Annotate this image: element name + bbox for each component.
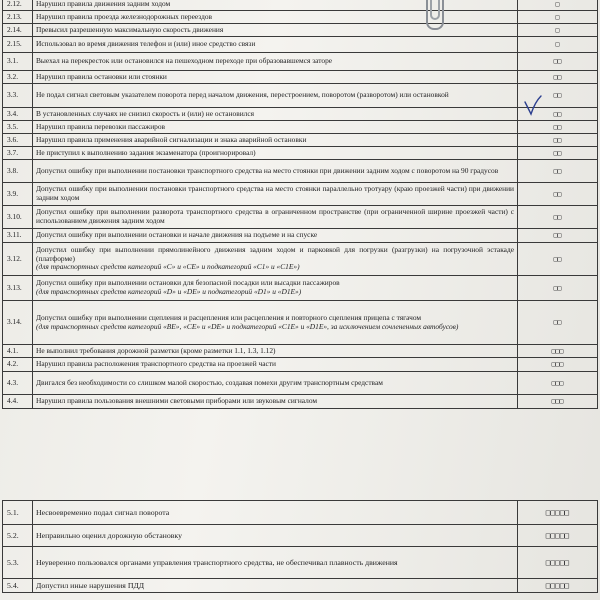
penalty-marks: □□ [518, 206, 598, 229]
row-number: 3.3. [3, 84, 33, 108]
penalty-marks: □□ [518, 134, 598, 147]
penalty-marks: □□ [518, 71, 598, 84]
row-text: Допустил ошибку при выполнении остановки и начале движения на подъеме и на спуске [36, 230, 318, 240]
penalty-marks: □□□□□ [518, 547, 598, 579]
row-number: 3.13. [3, 276, 33, 301]
table-row [3, 134, 598, 147]
penalty-marks: □□□ [518, 358, 598, 372]
row-number: 5.4. [3, 579, 33, 593]
row-text: Не выполнил требования дорожной разметки (кроме разметки 1.1, 1.3, 1.12) [36, 345, 276, 355]
row-description [33, 276, 518, 301]
row-number: 3.4. [3, 108, 33, 121]
table-row [3, 358, 598, 372]
row-description [33, 301, 518, 345]
row-description [33, 345, 518, 358]
row-number: 2.13. [3, 11, 33, 24]
row-text: Превысил разрешенную максимальную скорость движения [36, 24, 224, 34]
table-row [3, 206, 598, 229]
penalty-marks: □□□□□ [518, 501, 598, 525]
row-number: 4.2. [3, 358, 33, 372]
row-description [33, 160, 518, 183]
table-row [3, 160, 598, 183]
row-text: Нарушил правила перевозки пассажиров [36, 121, 166, 131]
row-description [33, 372, 518, 395]
row-text: В установленных случаях не снизил скорость и (или) не остановился [36, 108, 255, 118]
row-text: Не приступил к выполнению задания экзаменатора (проигнорировал) [36, 147, 256, 157]
row-number: 3.11. [3, 229, 33, 243]
row-description [33, 579, 518, 593]
row-text: Двигался без необходимости со слишком малой скоростью, создавая помехи другим транспортным средствам [36, 377, 383, 387]
row-number: 3.8. [3, 160, 33, 183]
row-description [33, 84, 518, 108]
row-note: (для транспортных средств категорий «BE», «CE» и «DE» и подкатегорий «C1E» и «D1E», за исключением сочлененных автобусов) [36, 321, 459, 331]
row-text: Допустил ошибку при выполнении постановки транспортного средства на место стоянки при движении задним ходом с поворотом на 90 градусов [36, 165, 499, 175]
table-row [3, 11, 598, 24]
row-description [33, 547, 518, 579]
table-row [3, 525, 598, 547]
paperclip-inner-icon [430, 0, 440, 20]
row-number: 2.14. [3, 24, 33, 37]
row-text: Нарушил правила пользования внешними световыми приборами или звуковым сигналом [36, 396, 318, 406]
table-row [3, 24, 598, 37]
penalty-marks: □ [518, 24, 598, 37]
table-row [3, 53, 598, 71]
row-number: 4.4. [3, 395, 33, 409]
row-description [33, 501, 518, 525]
row-description [33, 37, 518, 53]
row-number: 3.7. [3, 147, 33, 160]
table-row [3, 108, 598, 121]
table-row [3, 0, 598, 11]
table-row [3, 501, 598, 525]
penalty-marks: □□ [518, 243, 598, 276]
row-note: (для транспортных средств категорий «D» и «DE» и подкатегорий «D1» и «D1E») [36, 287, 302, 296]
penalty-marks: □□ [518, 84, 598, 108]
row-description [33, 525, 518, 547]
row-number: 3.5. [3, 121, 33, 134]
row-note: (для транспортных средств категорий «C» и «CE» и подкатегорий «C1» и «C1E») [36, 262, 300, 272]
penalty-marks: □□□□□ [518, 525, 598, 547]
row-number: 3.2. [3, 71, 33, 84]
row-number: 3.14. [3, 301, 33, 345]
penalty-marks: □□ [518, 147, 598, 160]
row-text: Нарушил правила расположения транспортного средства на проезжей части [36, 359, 276, 369]
row-text: Не подал сигнал световым указателем поворота перед началом движения, перестроением, поворотом (разворотом) или остановкой [36, 90, 449, 100]
table-row [3, 229, 598, 243]
table-row [3, 147, 598, 160]
row-description [33, 121, 518, 134]
penalty-marks: □ [518, 37, 598, 53]
row-description [33, 243, 518, 276]
row-description [33, 147, 518, 160]
penalty-marks: □□ [518, 229, 598, 243]
row-text: Неуверенно пользовался органами управления транспортного средства, не обеспечивал плавность движения [36, 558, 398, 567]
row-text: Допустил ошибку при выполнении сцепления и расцепления или расцепления и повторного сцепления прицепа с тягачом [36, 312, 422, 322]
penalty-marks: □ [518, 11, 598, 24]
table-row [3, 84, 598, 108]
row-text: Допустил ошибку при выполнении постановки транспортного средства на место стоянки параллельно тротуару (краю проезжей части) при движении задним ходом [36, 184, 514, 202]
table-row [3, 372, 598, 395]
row-number: 4.3. [3, 372, 33, 395]
row-text: Допустил ошибку при выполнении разворота транспортного средства в ограниченном пространстве (при ограниченной ширине проезжей части) с использованием движения задним ходом [36, 207, 514, 225]
row-number: 3.10. [3, 206, 33, 229]
row-text: Нарушил правила применения аварийной сигнализации и знака аварийной остановки [36, 134, 307, 144]
penalty-marks: □□□ [518, 395, 598, 409]
penalty-marks: □ [518, 0, 598, 11]
row-text: Допустил ошибку при выполнении остановки для безопасной посадки или высадки пассажиров [36, 278, 340, 288]
row-description [33, 108, 518, 121]
row-number: 3.6. [3, 134, 33, 147]
row-description [33, 395, 518, 409]
row-text: Несвоевременно подал сигнал поворота [36, 508, 170, 517]
row-number: 5.1. [3, 501, 33, 525]
table-row [3, 243, 598, 276]
row-description [33, 24, 518, 37]
row-description [33, 206, 518, 229]
penalty-marks: □□ [518, 121, 598, 134]
row-number: 2.15. [3, 37, 33, 53]
row-description [33, 134, 518, 147]
table-row [3, 395, 598, 409]
row-number: 3.1. [3, 53, 33, 71]
penalty-marks: □□□ [518, 345, 598, 358]
table-row [3, 71, 598, 84]
penalty-marks: □□ [518, 160, 598, 183]
penalty-marks: □□ [518, 276, 598, 301]
row-number: 3.9. [3, 183, 33, 206]
row-description [33, 11, 518, 24]
violations-table [2, 0, 598, 409]
penalty-marks: □□ [518, 108, 598, 121]
penalty-marks: □□ [518, 183, 598, 206]
table-row [3, 345, 598, 358]
row-text: Допустил иные нарушения ПДД [36, 581, 145, 590]
row-text: Нарушил правила проезда железнодорожных переездов [36, 11, 213, 21]
handwritten-checkmark-icon [523, 94, 543, 116]
row-description [33, 53, 518, 71]
row-text: Допустил ошибку при выполнении прямолинейного движения задним ходом и парковкой для погрузки (разгрузки) на погрузочной эстакаде (платформе) [36, 245, 514, 263]
row-text: Выехал на перекресток или остановился на пешеходном переходе при образовавшемся заторе [36, 56, 333, 66]
row-text: Неправильно оценил дорожную обстановку [36, 531, 182, 540]
row-description [33, 229, 518, 243]
table-row [3, 37, 598, 53]
table-row [3, 547, 598, 579]
row-text: Использовал во время движения телефон и (или) иное средство связи [36, 39, 256, 49]
row-text: Нарушил правила остановки или стоянки [36, 71, 167, 81]
penalty-marks: □□ [518, 53, 598, 71]
minor-violations-table [2, 500, 598, 593]
row-number: 2.12. [3, 0, 33, 11]
table-row [3, 276, 598, 301]
row-description [33, 183, 518, 206]
penalty-marks: □□□□□ [518, 579, 598, 593]
row-text: Нарушил правила движения задним ходом [36, 0, 171, 8]
table-row [3, 579, 598, 593]
row-number: 5.3. [3, 547, 33, 579]
table-row [3, 183, 598, 206]
penalty-marks: □□□ [518, 372, 598, 395]
row-number: 3.12. [3, 243, 33, 276]
row-description [33, 71, 518, 84]
row-description [33, 0, 518, 11]
row-number: 4.1. [3, 345, 33, 358]
table-row [3, 301, 598, 345]
penalty-marks: □□ [518, 301, 598, 345]
row-description [33, 358, 518, 372]
table-row [3, 121, 598, 134]
row-number: 5.2. [3, 525, 33, 547]
